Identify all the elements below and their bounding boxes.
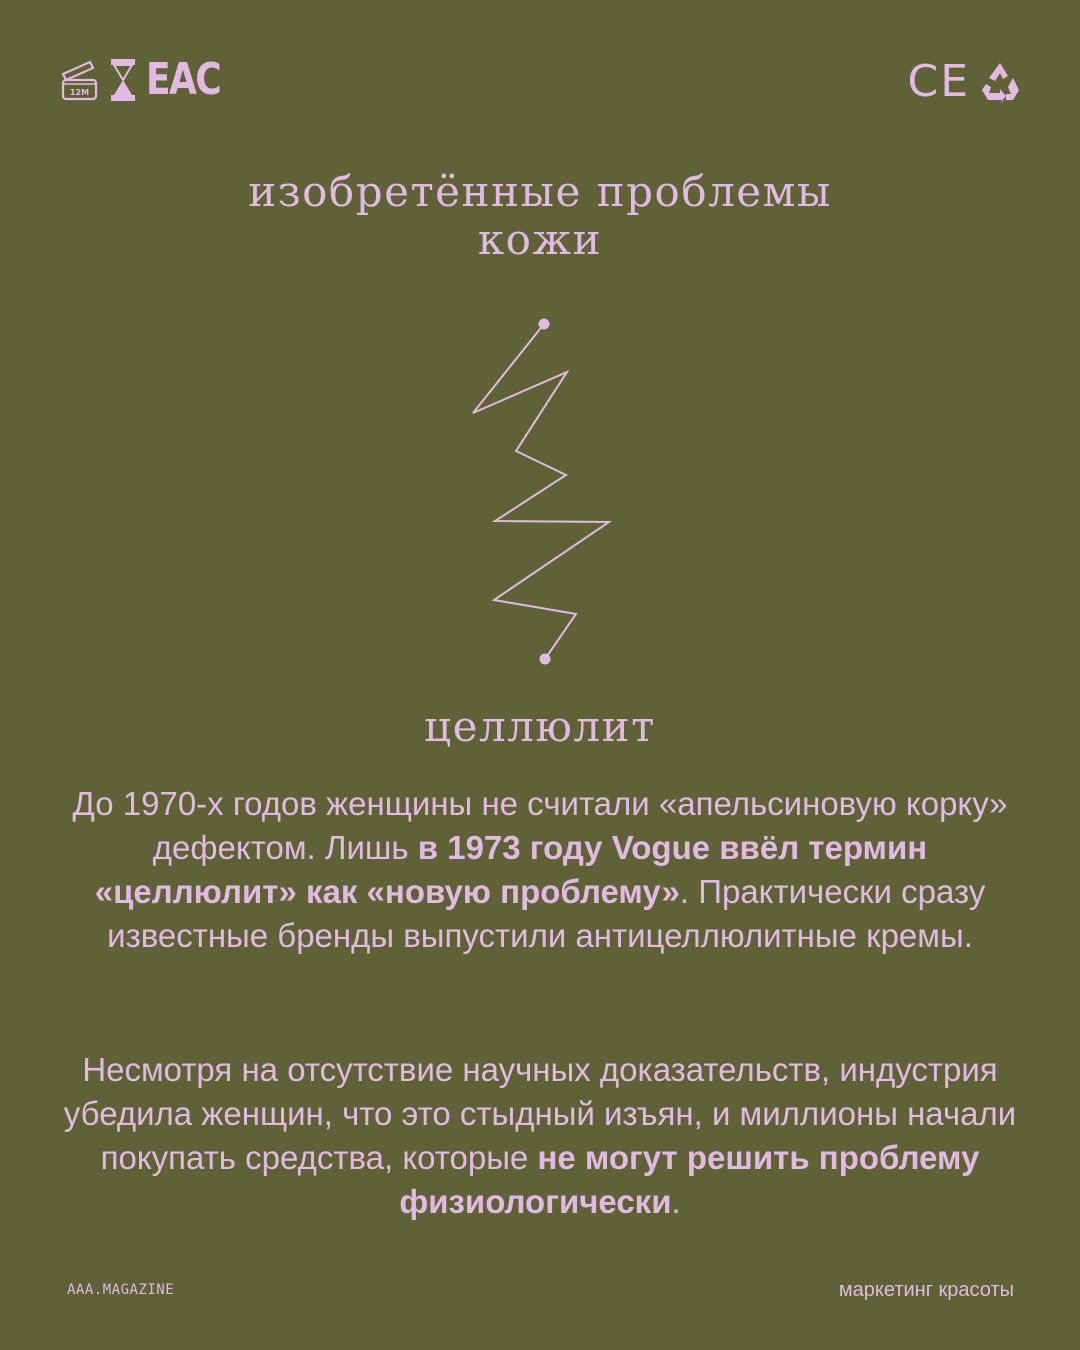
paragraph-2-highlight: не могут решить проблему физиологически xyxy=(399,1139,980,1220)
paragraph-1-text-b: . Практически сразу известные бренды выпустили антицеллюлитные кремы. xyxy=(107,873,986,954)
header-right-icons xyxy=(907,56,1022,107)
paragraph-2-text-a: Несмотря на отсутствие научных доказательств, индустрия убедила женщин, что это стыдный изъян, и миллионы начали покупать средства, которые xyxy=(63,1051,1017,1176)
paragraph-1-highlight: в 1973 году Vogue ввёл термин «целлюлит» как «новую проблему» xyxy=(94,829,928,910)
title-line-2: кожи xyxy=(477,215,603,264)
paragraph-1 xyxy=(60,782,1020,958)
paragraph-2-text-b: . xyxy=(671,1183,681,1220)
zigzag-line-icon xyxy=(460,310,620,670)
eac-mark-icon: EAC xyxy=(146,54,221,105)
series-footer: маркетинг красоты xyxy=(838,1279,1014,1301)
ce-mark-icon: CE xyxy=(907,56,970,107)
hourglass-icon xyxy=(110,58,136,102)
pao-label: 12M xyxy=(69,88,90,97)
header-left-icons xyxy=(60,54,236,105)
page-title xyxy=(0,168,1080,264)
recycle-icon xyxy=(978,60,1022,104)
open-jar-12m-icon xyxy=(60,58,100,102)
paragraph-1-text-a: До 1970-х годов женщины не считали «апельсиновую корку» дефектом. Лишь xyxy=(72,785,1008,866)
title-line-1: изобретённые проблемы xyxy=(248,167,832,216)
section-heading: целлюлит xyxy=(424,702,656,751)
brand-footer: AAA.MAGAZINE xyxy=(67,1282,175,1298)
paragraph-2 xyxy=(60,1048,1020,1224)
